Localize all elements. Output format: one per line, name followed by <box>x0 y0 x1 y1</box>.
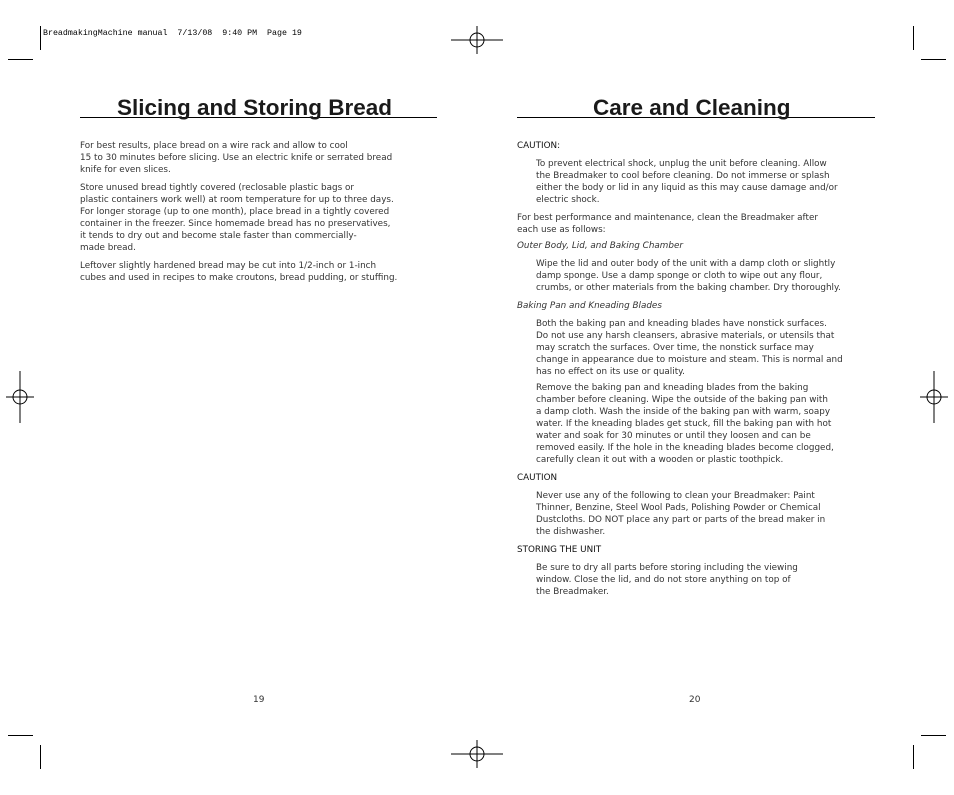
text-line: it tends to dry out and become stale faster than commercially- <box>80 231 357 241</box>
registration-mark-right <box>920 371 948 423</box>
text-line: the dishwasher. <box>536 527 606 537</box>
left-content <box>80 140 437 284</box>
text-line: For best results, place bread on a wire rack and allow to cool <box>80 141 348 151</box>
storing-heading: STORING THE UNIT <box>517 545 602 555</box>
crop-mark <box>8 59 33 60</box>
text-line: chamber before cleaning. Wipe the outside of the baking pan with <box>536 395 828 405</box>
text-line: has no effect on its use or quality. <box>536 367 685 377</box>
registration-mark-top <box>451 26 503 54</box>
text-line: Thinner, Benzine, Steel Wool Pads, Polishing Powder or Chemical <box>536 503 821 513</box>
text-line: the Breadmaker to cool before cleaning. Do not immerse or splash <box>536 171 830 181</box>
paragraph <box>80 182 437 254</box>
subsection-heading: Outer Body, Lid, and Baking Chamber <box>517 241 683 251</box>
caution-heading: CAUTION: <box>517 141 561 151</box>
crop-mark <box>40 26 41 50</box>
text-line: Leftover slightly hardened bread may be cut into 1/2-inch or 1-inch <box>80 261 377 271</box>
text-line: either the body or lid in any liquid as this may cause damage and/or <box>536 183 838 193</box>
caution-text <box>517 490 875 538</box>
crop-mark <box>40 745 41 769</box>
text-line: 15 to 30 minutes before slicing. Use an electric knife or serrated bread <box>80 153 393 163</box>
slug-line: BreadmakingMachine manual 7/13/08 9:40 PM Page 19 <box>43 29 302 38</box>
text-line: Dustcloths. DO NOT place any part or parts of the bread maker in <box>536 515 826 525</box>
text-line: removed easily. If the hole in the kneading blades become clogged, <box>536 443 834 453</box>
caution-text <box>517 158 875 206</box>
page-title: Care and Cleaning <box>593 95 791 120</box>
text-line: Wipe the lid and outer body of the unit with a damp cloth or slightly <box>536 259 836 269</box>
paragraph <box>80 140 437 176</box>
text-line: the Breadmaker. <box>536 587 609 597</box>
text-line: To prevent electrical shock, unplug the unit before cleaning. Allow <box>536 159 827 169</box>
left-page <box>80 94 437 290</box>
crop-mark <box>913 26 914 50</box>
text-line: For best performance and maintenance, clean the Breadmaker after <box>517 213 818 223</box>
text-line: cubes and used in recipes to make croutons, bread pudding, or stuffing. <box>80 273 398 283</box>
caution-heading: CAUTION <box>517 473 558 483</box>
text-line: Store unused bread tightly covered (reclosable plastic bags or <box>80 183 354 193</box>
text-line: Do not use any harsh cleansers, abrasive materials, or utensils that <box>536 331 835 341</box>
page-number-right: 20 <box>689 695 701 705</box>
page-title: Slicing and Storing Bread <box>117 95 393 120</box>
text-line: water. If the kneading blades get stuck, fill the baking pan with hot <box>536 419 832 429</box>
text-line: Both the baking pan and kneading blades have nonstick surfaces. <box>536 319 827 329</box>
crop-mark <box>921 735 946 736</box>
page-number-left: 19 <box>253 695 265 705</box>
crop-mark <box>921 59 946 60</box>
registration-mark-left <box>6 371 34 423</box>
text-line: crumbs, or other materials from the baking chamber. Dry thoroughly. <box>536 283 841 293</box>
crop-mark <box>8 735 33 736</box>
registration-mark-bottom <box>451 740 503 768</box>
text-line: damp sponge. Use a damp sponge or cloth to wipe out any flour, <box>536 271 823 281</box>
text-line: water and soak for 30 minutes or until they loosen and can be <box>536 431 811 441</box>
text-line: container in the freezer. Since homemade bread has no preservatives, <box>80 219 391 229</box>
text-line: may scratch the surfaces. Over time, the nonstick surface may <box>536 343 814 353</box>
text-line: window. Close the lid, and do not store anything on top of <box>536 575 791 585</box>
text-line: each use as follows: <box>517 225 606 235</box>
text-line: electric shock. <box>536 195 600 205</box>
crop-mark <box>913 745 914 769</box>
text-line: knife for even slices. <box>80 165 171 175</box>
text-line: carefully clean it out with a wooden or plastic toothpick. <box>536 455 784 465</box>
right-page <box>517 94 875 604</box>
text-line: made bread. <box>80 243 136 253</box>
subsection-heading: Baking Pan and Kneading Blades <box>517 301 662 311</box>
text-line: a damp cloth. Wash the inside of the baking pan with warm, soapy <box>536 407 831 417</box>
text-line: Never use any of the following to clean your Breadmaker: Paint <box>536 491 815 501</box>
text-line: change in appearance due to moisture and steam. This is normal and <box>536 355 843 365</box>
baking-pan-text <box>517 318 875 378</box>
paragraph <box>80 260 437 284</box>
intro-paragraph <box>517 212 875 236</box>
right-content <box>517 140 875 598</box>
baking-pan-text <box>517 382 875 466</box>
text-line: For longer storage (up to one month), place bread in a tightly covered <box>80 207 390 217</box>
outer-body-text <box>517 258 875 294</box>
text-line: plastic containers work well) at room temperature for up to three days. <box>80 195 394 205</box>
text-line: Remove the baking pan and kneading blades from the baking <box>536 383 809 393</box>
storing-text <box>517 562 875 598</box>
text-line: Be sure to dry all parts before storing including the viewing <box>536 563 798 573</box>
